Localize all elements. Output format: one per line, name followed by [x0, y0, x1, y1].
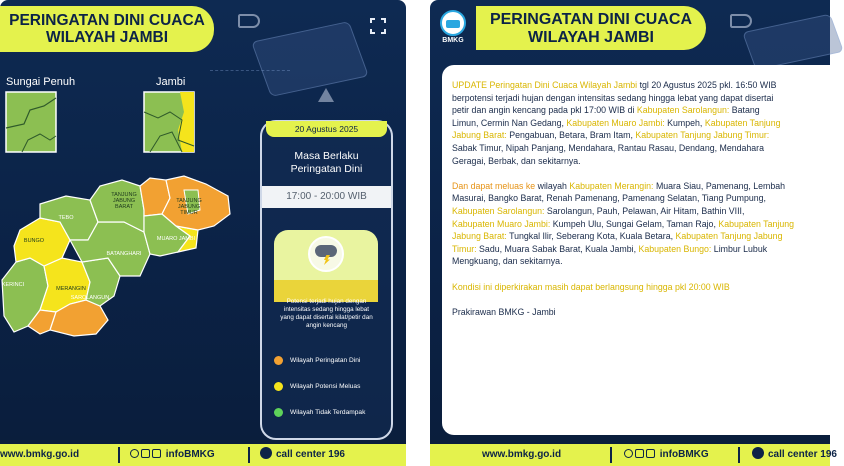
text-segment: Muara Siau, Pamenang, Lembah	[653, 180, 786, 191]
right-text-panel	[430, 0, 837, 466]
left-footer-call-text: call center 196	[276, 449, 345, 460]
map-label-bungo: BUNGO	[23, 238, 45, 244]
map-label-tanjung-jabung-barat: TANJUNG JABUNG BARAT	[111, 192, 137, 210]
right-footer-website[interactable]: www.bmkg.go.id	[482, 449, 562, 460]
left-footer-website[interactable]: www.bmkg.go.id	[0, 449, 80, 460]
legend-label: Wilayah Potensi Meluas	[290, 382, 361, 390]
text-segment: Batang	[729, 105, 760, 116]
forecaster-signature	[452, 306, 842, 319]
instagram-icon	[635, 449, 644, 458]
warning-text-line	[452, 92, 842, 105]
right-footer-social-handle: infoBMKG	[659, 449, 709, 460]
text-segment: Masurai, Bangko Barat, Renah Pamenang, Pamenang Selatan, Tiang Pumpung,	[452, 193, 766, 204]
warning-text-line	[452, 142, 842, 155]
phone-icon	[752, 447, 764, 459]
warning-text-line	[452, 117, 842, 130]
megaphone-icon	[730, 14, 752, 28]
text-segment: Sarolangun, Pauh, Pelawan, Air Hitam, Bathin VIII,	[544, 205, 745, 216]
left-footer-social[interactable]	[130, 444, 215, 466]
highlight-segment: Kabupaten Tanjung Jabung	[675, 231, 783, 242]
legend-item-peringatan-dini	[268, 351, 385, 369]
map-label-tanjung-jabung-timur: TANJUNG JABUNG TIMUR	[176, 198, 202, 216]
phone-icon	[260, 447, 272, 459]
storm-cloud-icon	[315, 245, 337, 257]
inset-sungai-penuh-frame	[6, 92, 56, 152]
legend-item-potensi-meluas	[268, 377, 385, 395]
text-segment: Mengkuang, dan sekitarnya.	[452, 256, 563, 267]
left-title-banner	[0, 6, 214, 52]
legend-swatch-green	[274, 408, 283, 417]
bmkg-logo-text: BMKG	[442, 37, 464, 44]
youtube-icon	[646, 449, 655, 458]
warning-text-line	[452, 218, 842, 231]
highlight-segment: Timur:	[452, 243, 477, 254]
twitter-icon	[624, 449, 633, 458]
highlight-segment: Kondisi ini diperkirakan masih dapat berlangsung hingga pkl 20:00 WIB	[452, 281, 730, 292]
legend-label: Wilayah Tidak Terdampak	[290, 408, 366, 416]
highlight-segment: Kabupaten Sarolangun:	[452, 205, 545, 216]
map-legend	[268, 351, 385, 429]
warning-icon	[318, 88, 334, 102]
megaphone-icon	[238, 14, 260, 28]
map-label-kerinci: KERINCI	[1, 282, 25, 288]
highlight-segment: Dan dapat meluas ke	[452, 180, 536, 191]
left-title-line2: WILAYAH JAMBI	[45, 29, 168, 46]
warning-info-card	[260, 120, 393, 440]
highlight-segment: Kabupaten Sarolangun:	[636, 105, 730, 116]
warning-text-line	[452, 192, 842, 205]
validity-heading-line1: Masa Berlaku	[294, 150, 359, 162]
decorative-device-graphic	[251, 21, 369, 97]
hazard-description	[266, 298, 387, 330]
bmkg-logo	[438, 10, 468, 50]
right-footer-bar	[430, 444, 837, 466]
thunderstorm-symbol	[274, 230, 378, 302]
text-segment: petir dan angin kencang pada pkl 17:00 WIB di	[452, 105, 637, 116]
highlight-segment: UPDATE Peringatan Dini Cuaca Wilayah Jambi	[452, 80, 638, 90]
text-segment: Prakirawan BMKG - Jambi	[452, 306, 556, 317]
footer-separator	[248, 447, 250, 463]
highlight-segment: Kabupaten Bungo:	[638, 243, 712, 254]
hazard-description-line3: yang dapat disertai kilat/petir dan	[280, 314, 373, 321]
warning-paragraph-expansion	[452, 180, 842, 268]
text-segment: wilayah	[535, 180, 570, 191]
legend-swatch-orange	[274, 356, 283, 365]
warning-text-line	[452, 79, 842, 92]
validity-time: 17:00 - 20:00 WIB	[262, 186, 391, 208]
legend-swatch-yellow	[274, 382, 283, 391]
inset-label-sungai-penuh: Sungai Penuh	[6, 76, 76, 88]
hazard-description-line2: intensitas sedang hingga lebat	[283, 306, 370, 313]
warning-text-line	[452, 281, 842, 294]
right-title-line1: PERINGATAN DINI CUACA	[489, 11, 693, 28]
validity-heading	[262, 150, 391, 176]
text-segment: Kumpeh,	[664, 117, 705, 128]
warning-text-line	[452, 155, 842, 168]
legend-label: Wilayah Peringatan Dini	[290, 356, 361, 364]
instagram-icon	[141, 449, 150, 458]
highlight-segment: Kabupaten Muaro Jambi:	[566, 117, 665, 128]
right-footer-call[interactable]	[752, 444, 837, 466]
warning-paragraph-duration	[452, 281, 842, 294]
highlight-segment: Jabung Barat:	[452, 231, 507, 242]
highlight-segment: Jabung Barat:	[452, 130, 507, 141]
decorative-device-graphic	[742, 14, 844, 71]
warning-text-line	[452, 180, 842, 193]
text-segment: Limun, Cermin Nan Gedang,	[452, 117, 567, 128]
warning-text-line	[452, 230, 842, 243]
hazard-description-line1: Potensi terjadi hujan dengan	[286, 298, 367, 305]
text-segment: Limbur Lubuk	[711, 243, 768, 254]
youtube-icon	[152, 449, 161, 458]
warning-text-line	[452, 104, 842, 117]
left-footer-bar	[0, 444, 406, 466]
text-segment: Geragai, Berbak, dan sekitarnya.	[452, 155, 581, 166]
highlight-segment: Kabupaten Tanjung	[704, 117, 781, 128]
footer-separator	[738, 447, 740, 463]
footer-separator	[610, 447, 612, 463]
left-footer-call[interactable]	[260, 444, 345, 466]
map-label-merangin: MERANGIN	[56, 286, 86, 292]
warning-text-line	[452, 255, 842, 268]
highlight-segment: Kabupaten Tanjung Jabung Timur:	[635, 130, 770, 141]
right-footer-call-text: call center 196	[768, 449, 837, 460]
warning-date: 20 Agustus 2025	[266, 121, 387, 137]
map-label-tebo: TEBO	[58, 215, 74, 221]
text-segment: berpotensi terjadi hujan dengan intensitas sedang hingga lebat yang dapat disertai	[452, 92, 774, 103]
highlight-segment: Kabupaten Muaro Jambi:	[452, 218, 551, 229]
left-footer-social-handle: infoBMKG	[165, 449, 215, 460]
validity-heading-line2: Peringatan Dini	[290, 163, 363, 175]
text-segment: Tungkal Ilir, Seberang Kota, Kuala Betara,	[506, 231, 676, 242]
right-footer-social[interactable]	[624, 444, 709, 466]
jambi-map	[0, 70, 260, 350]
left-title-line1: PERINGATAN DINI CUACA	[9, 12, 205, 29]
text-segment: Kumpeh Ulu, Sungai Gelam, Taman Rajo,	[550, 218, 719, 229]
warning-text-line	[452, 129, 842, 142]
hazard-description-line4: angin kencang	[306, 322, 347, 329]
left-infographic-panel	[0, 0, 406, 466]
bmkg-logo-emblem	[440, 10, 466, 36]
warning-text-card	[442, 65, 842, 435]
expand-icon[interactable]	[370, 18, 386, 34]
right-title-line2: WILAYAH JAMBI	[528, 29, 654, 46]
warning-text-line	[452, 306, 842, 319]
text-segment: tgl 20 Agustus 2025 pkl. 16:50 WIB	[637, 80, 777, 90]
highlight-segment: Kabupaten Tanjung	[718, 218, 795, 229]
map-label-muaro-jambi: MUARO JAMBI	[156, 236, 196, 242]
text-segment: Sadu, Muara Sabak Barat, Kuala Jambi,	[476, 243, 639, 254]
footer-separator	[118, 447, 120, 463]
text-segment: Sabak Timur, Nipah Panjang, Mendahara, Rantau Rasau, Dendang, Mendahara	[452, 142, 765, 153]
inset-label-jambi: Jambi	[156, 76, 186, 88]
twitter-icon	[130, 449, 139, 458]
right-title-banner	[476, 6, 706, 50]
warning-text-line	[452, 243, 842, 256]
map-label-batanghari: BATANGHARI	[106, 251, 142, 257]
warning-text-line	[452, 205, 842, 218]
text-segment: Pengabuan, Betara, Bram Itam,	[506, 130, 636, 141]
legend-item-tidak-terdampak	[268, 403, 385, 421]
warning-paragraph-main	[452, 79, 842, 167]
map-label-sarolangun: SAROLANGUN	[70, 295, 110, 301]
highlight-segment: Kabupaten Merangin:	[569, 180, 654, 191]
